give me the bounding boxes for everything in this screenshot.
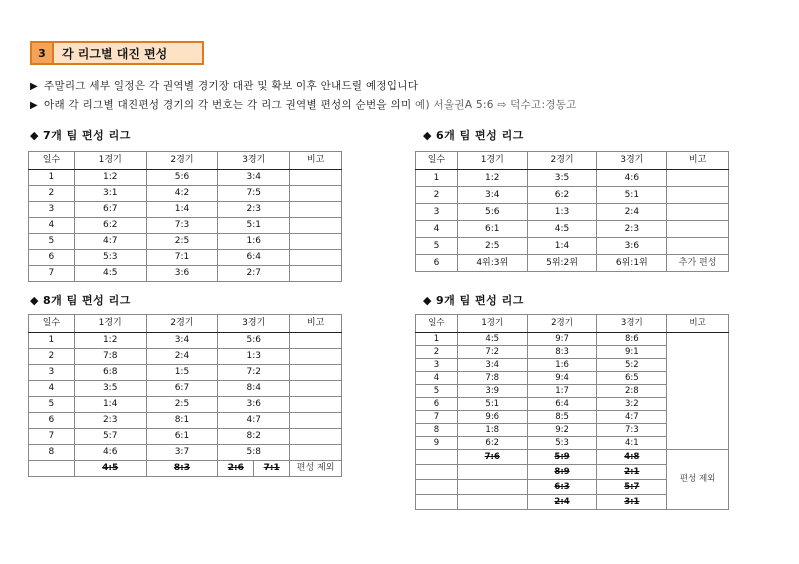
cell: 9:4 xyxy=(527,372,597,385)
cell xyxy=(290,349,342,365)
cell: 1 xyxy=(416,333,458,346)
cell xyxy=(416,480,458,495)
cell: 6위:1위 xyxy=(597,255,667,272)
cell: 3:4 xyxy=(218,170,290,186)
cell: 3:9 xyxy=(457,385,527,398)
cell: 6 xyxy=(416,255,458,272)
cell: 1:7 xyxy=(527,385,597,398)
cell: 1:5 xyxy=(146,365,218,381)
cell xyxy=(29,461,75,477)
cell xyxy=(667,221,729,238)
excluded-note: 편성 제외 xyxy=(667,450,729,510)
cell: 6 xyxy=(416,398,458,411)
col-game2: 2경기 xyxy=(527,152,597,170)
cell: 4:5 xyxy=(527,221,597,238)
cell xyxy=(457,465,527,480)
cell: 3:4 xyxy=(146,333,218,349)
cell xyxy=(290,234,342,250)
cell: 2:4 xyxy=(597,204,667,221)
cell xyxy=(667,204,729,221)
col-game2: 2경기 xyxy=(146,152,218,170)
cell: 2:5 xyxy=(146,397,218,413)
cell: 3 xyxy=(29,365,75,381)
cell: 2:3 xyxy=(597,221,667,238)
cell: 4:5 xyxy=(457,333,527,346)
col-game3: 3경기 xyxy=(597,152,667,170)
table-row xyxy=(416,221,729,238)
cell xyxy=(290,413,342,429)
cell xyxy=(457,495,527,510)
cell: 7:1 xyxy=(146,250,218,266)
cell: 6:3 xyxy=(527,480,597,495)
table-row xyxy=(29,202,342,218)
section-title: 각 리그별 대진 편성 xyxy=(54,41,204,65)
cell: 2 xyxy=(416,346,458,359)
col-game1: 1경기 xyxy=(457,152,527,170)
cell: 6 xyxy=(29,250,75,266)
cell: 4:2 xyxy=(146,186,218,202)
table-row xyxy=(416,333,729,346)
cell: 4 xyxy=(29,381,75,397)
cell: 5 xyxy=(29,397,75,413)
cell xyxy=(290,397,342,413)
notice-text: 주말리그 세부 일정은 각 권역별 경기장 대관 및 확보 이후 안내드릴 예정입니다 xyxy=(44,80,419,92)
cell xyxy=(290,186,342,202)
cell: 7:3 xyxy=(146,218,218,234)
cell: 5:1 xyxy=(218,218,290,234)
diamond-bullet-icon: ◆ xyxy=(30,129,39,142)
cell xyxy=(290,429,342,445)
league6-title: 6개 팀 편성 리그 xyxy=(435,129,524,142)
table-row xyxy=(29,333,342,349)
cell: 9:1 xyxy=(597,346,667,359)
table-row xyxy=(29,365,342,381)
table-row xyxy=(416,255,729,272)
col-game3: 3경기 xyxy=(218,152,290,170)
col-day: 일수 xyxy=(29,152,75,170)
cell: 3:6 xyxy=(146,266,218,282)
table-row xyxy=(416,204,729,221)
cell: 9:2 xyxy=(527,424,597,437)
table-row xyxy=(29,429,342,445)
cell: 8 xyxy=(416,424,458,437)
col-game3: 3경기 xyxy=(218,315,290,333)
cell: 3:6 xyxy=(218,397,290,413)
cell: 3:5 xyxy=(74,381,146,397)
cell xyxy=(290,445,342,461)
col-game3: 3경기 xyxy=(597,315,667,333)
cell: 8:3 xyxy=(146,461,218,477)
cell: 3:2 xyxy=(597,398,667,411)
table-row xyxy=(416,187,729,204)
cell: 3 xyxy=(416,359,458,372)
cell: 4 xyxy=(416,372,458,385)
table-row xyxy=(29,218,342,234)
cell: 5 xyxy=(29,234,75,250)
col-note: 비고 xyxy=(667,152,729,170)
cell: 2:4 xyxy=(146,349,218,365)
diamond-bullet-icon: ◆ xyxy=(423,294,432,307)
cell: 1:2 xyxy=(74,170,146,186)
cell: 6:2 xyxy=(457,437,527,450)
cell: 4 xyxy=(416,221,458,238)
cell: 2:5 xyxy=(457,238,527,255)
cell xyxy=(416,450,458,465)
cell: 1:6 xyxy=(527,359,597,372)
cell: 9:7 xyxy=(527,333,597,346)
cell: 1:2 xyxy=(457,170,527,187)
cell: 6:4 xyxy=(527,398,597,411)
cell xyxy=(290,333,342,349)
cell xyxy=(290,381,342,397)
cell: 7:1 xyxy=(254,461,290,477)
cell xyxy=(290,365,342,381)
table-row xyxy=(29,266,342,282)
cell: 1:4 xyxy=(146,202,218,218)
cell: 1:3 xyxy=(527,204,597,221)
cell: 7 xyxy=(29,266,75,282)
league9-title: 9개 팀 편성 리그 xyxy=(435,294,524,307)
cell: 5:9 xyxy=(527,450,597,465)
cell: 9 xyxy=(416,437,458,450)
cell: 6:2 xyxy=(74,218,146,234)
excluded-note: 편성 제외 xyxy=(290,461,342,477)
cell: 7:8 xyxy=(74,349,146,365)
cell: 5:3 xyxy=(527,437,597,450)
cell: 추가 편성 xyxy=(667,255,729,272)
cell: 8:5 xyxy=(527,411,597,424)
league8-table xyxy=(28,314,342,477)
league8-heading xyxy=(30,292,131,308)
cell: 6:5 xyxy=(597,372,667,385)
cell: 1:2 xyxy=(74,333,146,349)
section-header xyxy=(30,41,204,65)
cell: 4:6 xyxy=(597,170,667,187)
cell: 1 xyxy=(29,170,75,186)
cell: 8:4 xyxy=(218,381,290,397)
cell: 2:5 xyxy=(146,234,218,250)
col-note: 비고 xyxy=(667,315,729,333)
table-row xyxy=(29,413,342,429)
cell: 7:3 xyxy=(597,424,667,437)
excluded-row xyxy=(416,450,729,465)
table-row xyxy=(29,234,342,250)
cell: 7:2 xyxy=(457,346,527,359)
table-row xyxy=(416,238,729,255)
cell xyxy=(667,187,729,204)
cell: 6:1 xyxy=(457,221,527,238)
cell: 8:1 xyxy=(146,413,218,429)
cell: 5:7 xyxy=(74,429,146,445)
cell: 8 xyxy=(29,445,75,461)
league6-heading xyxy=(423,127,524,143)
cell: 3:7 xyxy=(146,445,218,461)
cell: 2 xyxy=(29,186,75,202)
col-game1: 1경기 xyxy=(74,315,146,333)
cell: 7 xyxy=(416,411,458,424)
cell: 4:8 xyxy=(597,450,667,465)
cell: 3:4 xyxy=(457,187,527,204)
table-row xyxy=(29,250,342,266)
cell: 4:6 xyxy=(74,445,146,461)
table-row xyxy=(29,170,342,186)
league7-heading xyxy=(30,127,131,143)
cell: 6:1 xyxy=(146,429,218,445)
cell xyxy=(667,238,729,255)
cell xyxy=(457,480,527,495)
cell: 7:5 xyxy=(218,186,290,202)
cell: 5:7 xyxy=(597,480,667,495)
league9-table xyxy=(415,314,729,510)
cell: 8:2 xyxy=(218,429,290,445)
cell: 3:1 xyxy=(74,186,146,202)
cell: 5:2 xyxy=(597,359,667,372)
diamond-bullet-icon: ◆ xyxy=(30,294,39,307)
cell: 7:6 xyxy=(457,450,527,465)
cell: 5:6 xyxy=(146,170,218,186)
cell: 5위:2위 xyxy=(527,255,597,272)
cell: 3:6 xyxy=(597,238,667,255)
cell: 8:6 xyxy=(597,333,667,346)
cell: 1:4 xyxy=(74,397,146,413)
cell xyxy=(667,170,729,187)
cell: 2:4 xyxy=(527,495,597,510)
table-row xyxy=(29,397,342,413)
cell xyxy=(290,202,342,218)
cell: 5:1 xyxy=(457,398,527,411)
cell: 6:4 xyxy=(218,250,290,266)
cell: 1:8 xyxy=(457,424,527,437)
cell: 7 xyxy=(29,429,75,445)
cell: 2:3 xyxy=(218,202,290,218)
cell: 1 xyxy=(29,333,75,349)
notice-line-1 xyxy=(30,78,418,93)
cell: 7:2 xyxy=(218,365,290,381)
cell: 3 xyxy=(29,202,75,218)
col-game2: 2경기 xyxy=(527,315,597,333)
cell: 1:3 xyxy=(218,349,290,365)
league7-table xyxy=(28,151,342,282)
cell: 6:2 xyxy=(527,187,597,204)
cell: 6:7 xyxy=(74,202,146,218)
cell: 4:7 xyxy=(597,411,667,424)
cell xyxy=(416,465,458,480)
notice-text: 아래 각 리그별 대진편성 경기의 각 번호는 각 리그 권역별 편성의 순번을 의미 xyxy=(44,99,412,111)
cell: 2 xyxy=(416,187,458,204)
section-number: 3 xyxy=(30,41,54,65)
cell: 4:5 xyxy=(74,266,146,282)
cell xyxy=(290,218,342,234)
cell xyxy=(667,333,729,450)
cell: 4:1 xyxy=(597,437,667,450)
cell: 9:6 xyxy=(457,411,527,424)
table-row xyxy=(29,349,342,365)
cell xyxy=(416,495,458,510)
cell: 5 xyxy=(416,385,458,398)
cell: 8:9 xyxy=(527,465,597,480)
cell: 5:8 xyxy=(218,445,290,461)
table-row xyxy=(416,170,729,187)
excluded-row xyxy=(29,461,342,477)
cell: 5:6 xyxy=(218,333,290,349)
cell: 2:7 xyxy=(218,266,290,282)
cell: 6:8 xyxy=(74,365,146,381)
cell: 4:5 xyxy=(74,461,146,477)
cell: 4위:3위 xyxy=(457,255,527,272)
triangle-bullet-icon: ▶ xyxy=(30,100,38,111)
triangle-bullet-icon: ▶ xyxy=(30,81,38,92)
league9-heading xyxy=(423,292,524,308)
table-row xyxy=(29,186,342,202)
cell: 3:4 xyxy=(457,359,527,372)
col-game1: 1경기 xyxy=(74,152,146,170)
table-row xyxy=(29,445,342,461)
col-note: 비고 xyxy=(290,315,342,333)
col-game2: 2경기 xyxy=(146,315,218,333)
cell: 5:3 xyxy=(74,250,146,266)
cell: 2 xyxy=(29,349,75,365)
cell: 4:7 xyxy=(218,413,290,429)
col-game1: 1경기 xyxy=(457,315,527,333)
col-note: 비고 xyxy=(290,152,342,170)
col-day: 일수 xyxy=(29,315,75,333)
cell: 2:8 xyxy=(597,385,667,398)
league6-table xyxy=(415,151,729,272)
cell: 6:7 xyxy=(146,381,218,397)
table-row xyxy=(29,381,342,397)
cell: 3:1 xyxy=(597,495,667,510)
cell: 2:1 xyxy=(597,465,667,480)
cell xyxy=(290,170,342,186)
cell: 6 xyxy=(29,413,75,429)
col-day: 일수 xyxy=(416,315,458,333)
cell: 5 xyxy=(416,238,458,255)
cell: 3 xyxy=(416,204,458,221)
cell: 7:8 xyxy=(457,372,527,385)
league8-title: 8개 팀 편성 리그 xyxy=(42,294,131,307)
col-day: 일수 xyxy=(416,152,458,170)
cell: 2:6 xyxy=(218,461,254,477)
cell: 1 xyxy=(416,170,458,187)
cell: 1:6 xyxy=(218,234,290,250)
cell xyxy=(290,266,342,282)
cell: 3:5 xyxy=(527,170,597,187)
cell: 8:3 xyxy=(527,346,597,359)
notice-example: 예) 서울권A 5:6 ⇨ 덕수고:경동고 xyxy=(415,99,577,111)
cell: 4:7 xyxy=(74,234,146,250)
diamond-bullet-icon: ◆ xyxy=(423,129,432,142)
cell: 1:4 xyxy=(527,238,597,255)
league7-title: 7개 팀 편성 리그 xyxy=(42,129,131,142)
cell: 4 xyxy=(29,218,75,234)
cell xyxy=(290,250,342,266)
notice-line-2 xyxy=(30,97,577,112)
cell: 5:6 xyxy=(457,204,527,221)
cell: 5:1 xyxy=(597,187,667,204)
cell: 2:3 xyxy=(74,413,146,429)
